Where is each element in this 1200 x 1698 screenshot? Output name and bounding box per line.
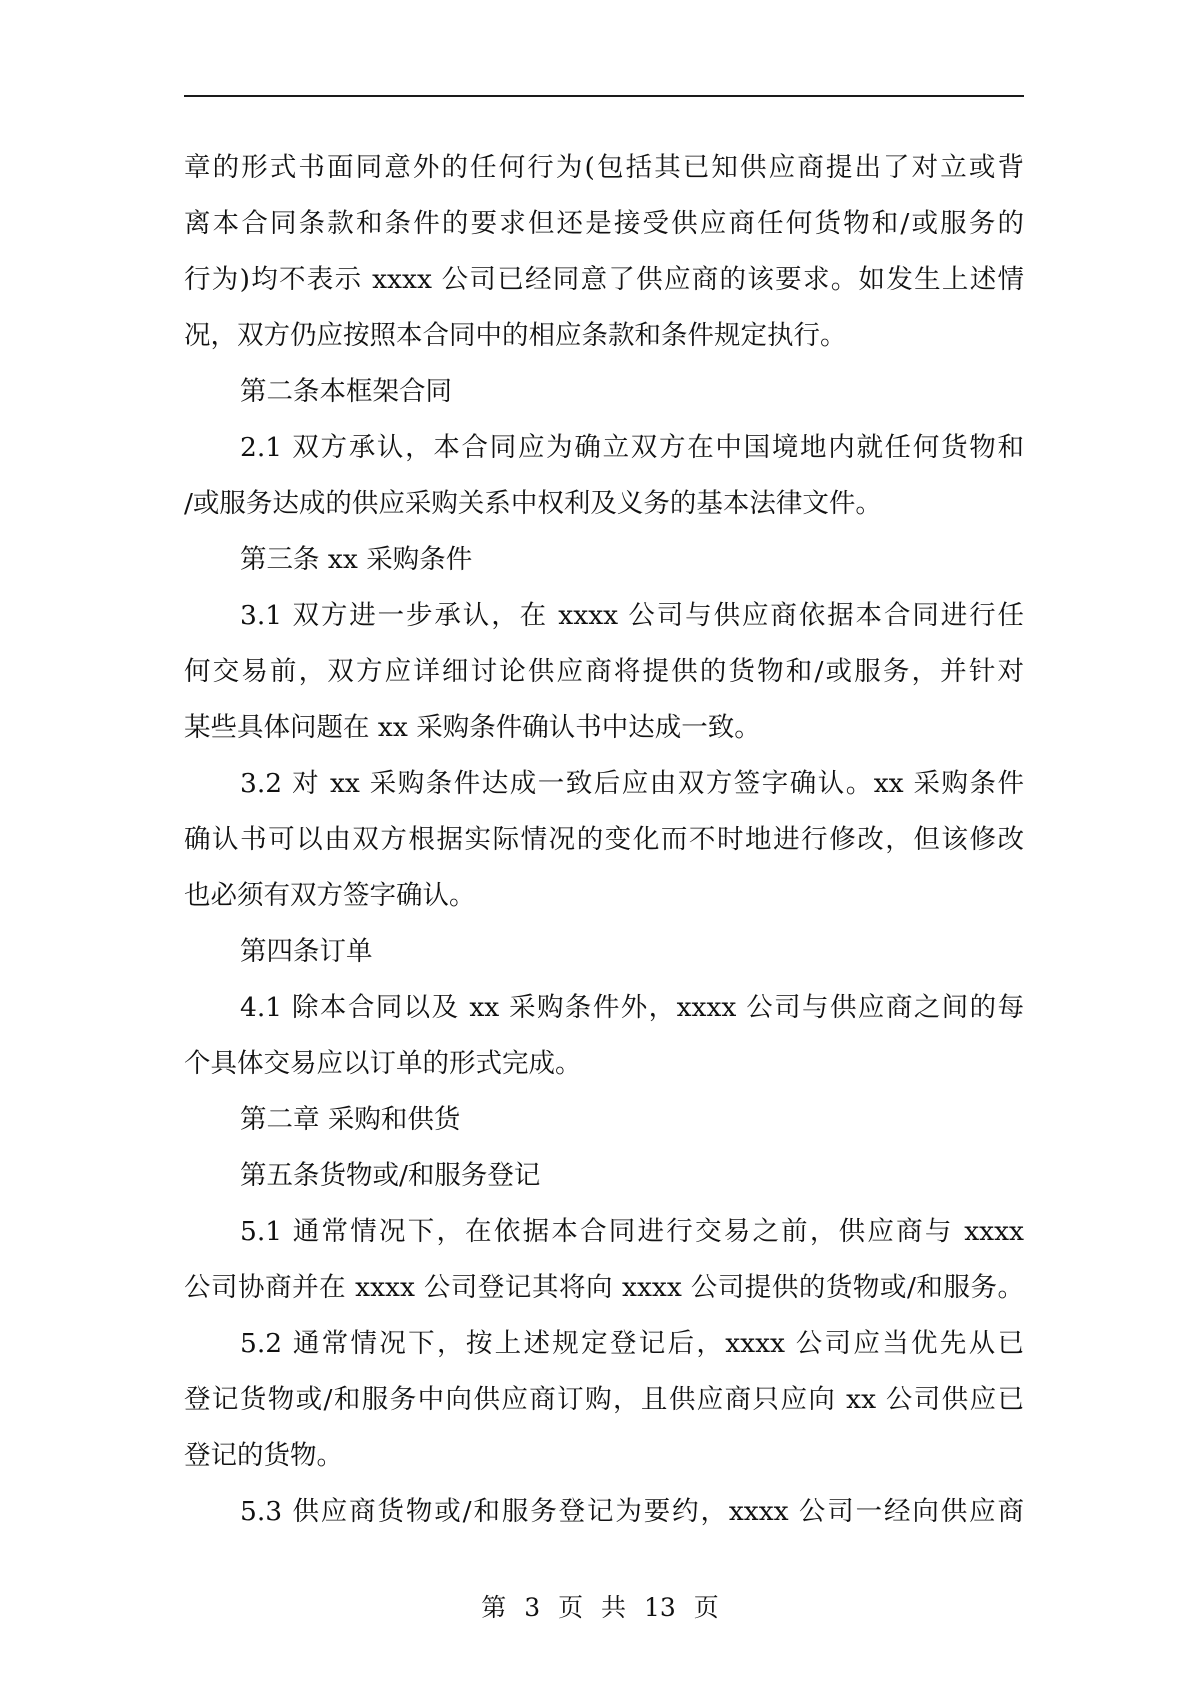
article-heading-5: 第五条货物或/和服务登记 xyxy=(240,1160,541,1191)
clause-5-1-line-2: 公司协商并在 xxxx 公司登记其将向 xxxx 公司提供的货物或/和服务。 xyxy=(184,1272,1024,1303)
text-line-2: 离本合同条款和条件的要求但还是接受供应商任何货物和/或服务的 xyxy=(184,208,1024,239)
header-rule xyxy=(184,95,1024,97)
clause-3-2-line-2: 确认书可以由双方根据实际情况的变化而不时地进行修改，但该修改 xyxy=(184,824,1024,855)
chapter-heading-2: 第二章 采购和供货 xyxy=(240,1104,461,1135)
clause-3-1-line-3: 某些具体问题在 xx 采购条件确认书中达成一致。 xyxy=(184,712,761,743)
text-line-1: 章的形式书面同意外的任何行为(包括其已知供应商提出了对立或背 xyxy=(184,152,1024,183)
article-heading-4: 第四条订单 xyxy=(240,936,373,967)
article-heading-2: 第二条本框架合同 xyxy=(240,376,452,407)
clause-2-1-line-1: 2.1 双方承认，本合同应为确立双方在中国境地内就任何货物和 xyxy=(240,432,1024,463)
clause-5-2-line-3: 登记的货物。 xyxy=(184,1440,343,1471)
clause-5-1-line-1: 5.1 通常情况下，在依据本合同进行交易之前，供应商与 xxxx xyxy=(240,1216,1024,1247)
clause-3-2-line-3: 也必须有双方签字确认。 xyxy=(184,880,476,911)
clause-5-2-line-1: 5.2 通常情况下，按上述规定登记后，xxxx 公司应当优先从已 xyxy=(240,1328,1024,1359)
clause-2-1-line-2: /或服务达成的供应采购关系中权利及义务的基本法律文件。 xyxy=(184,488,882,519)
clause-3-2-line-1: 3.2 对 xx 采购条件达成一致后应由双方签字确认。xx 采购条件 xyxy=(240,768,1024,799)
clause-4-1-line-2: 个具体交易应以订单的形式完成。 xyxy=(184,1048,582,1079)
page-number-footer: 第 3 页 共 13 页 xyxy=(481,1593,719,1622)
text-line-3: 行为)均不表示 xxxx 公司已经同意了供应商的该要求。如发生上述情 xyxy=(184,264,1024,295)
text-line-4: 况，双方仍应按照本合同中的相应条款和条件规定执行。 xyxy=(184,320,847,351)
clause-5-3-line-1: 5.3 供应商货物或/和服务登记为要约，xxxx 公司一经向供应商 xyxy=(240,1496,1024,1527)
article-heading-3: 第三条 xx 采购条件 xyxy=(240,544,473,575)
clause-3-1-line-2: 何交易前，双方应详细讨论供应商将提供的货物和/或服务，并针对 xyxy=(184,656,1024,687)
clause-5-2-line-2: 登记货物或/和服务中向供应商订购，且供应商只应向 xx 公司供应已 xyxy=(184,1384,1024,1415)
clause-4-1-line-1: 4.1 除本合同以及 xx 采购条件外，xxxx 公司与供应商之间的每 xyxy=(240,992,1024,1023)
document-body xyxy=(184,140,1024,1540)
clause-3-1-line-1: 3.1 双方进一步承认，在 xxxx 公司与供应商依据本合同进行任 xyxy=(240,600,1024,631)
